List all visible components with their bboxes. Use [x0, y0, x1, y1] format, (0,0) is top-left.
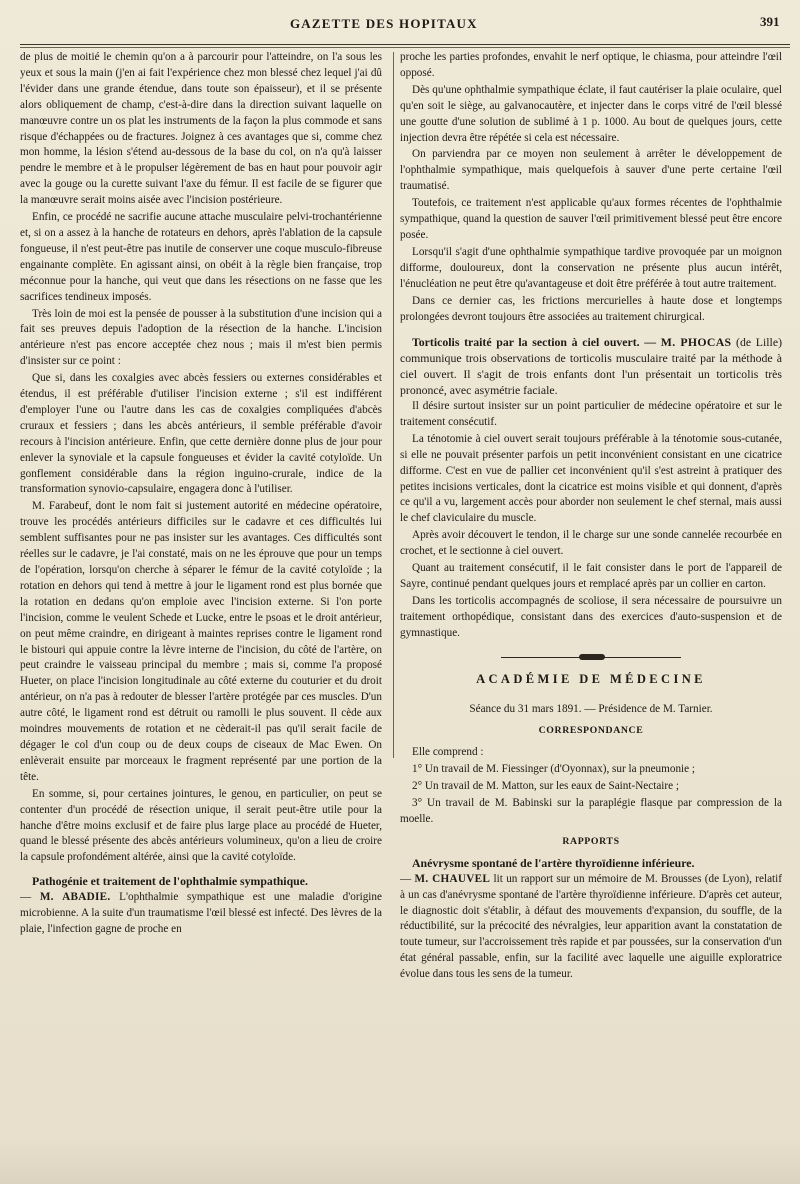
paragraph: En somme, si, pour certaines jointures, le genou, en particulier, on peut se contenter d'un procédé de résection unique, il serait peut-être utile pour la hanche d'être moins exclusif et de faire plus large place au procédé de Hueter, quand le blessé présente des abcès antérieurs volumineux, qu'on a lieu de croire la capsule profondément altérée, ainsi que la cavité cotyloïde. [20, 787, 382, 864]
paragraph: Elle comprend : [412, 746, 484, 759]
paragraph: Quant au traitement consécutif, il le fait consister dans le port de l'appareil de Sayre, continué pendant quelques jours et remplacé après par un collier en carton. [400, 562, 782, 590]
page-number: 391 [760, 14, 780, 29]
paragraph: de plus de moitié le chemin qu'on a à parcourir pour l'atteindre, on l'a sous les yeux et sous la main (j'en ai fait l'expérience chez mon blessé chez lequel j'ai dû l'évider dans une grande étendue, dans toute son épaisseur), et il se présente alors obliquement de champ, c'est-à-dire dans la direction suivant laquelle on manœuvre contre un os plat les instruments de la façon la plus commode et sans risque d'échappées ou de fractures. Joignez à ces avantages que si, comme chez mon homme, la lésion s'étend au-dessous de la base du col, on n'a qu'à laisser pendre le membre et à le propulser légèrement de bas en haut pour pouvoir agir avec la gouge ou la curette suivant l'axe du fémur. Il est facile de se figurer que la manœuvre serait moins aisée avec l'incision postérieure. [20, 51, 382, 207]
paragraph: proche les parties profondes, envahit le nerf optique, le chiasma, pour atteindre l'œil opposé. [400, 51, 782, 79]
section-text: lit un rapport sur un mémoire de M. Brousses (de Lyon), relatif à un cas d'anévrysme spontané de l'artère thyroïdienne inférieure. D'après cet auteur, le diagnostic doit s'établir, à défaut des mouvements d'expansion, du souffle, de la réductibilité, sur la précocité des névralgies, leur apparition avant la constatation de toute tumeur, sur l'accroissement très rapide et par poussées, sur la conservation d'un état général passable, enfin, sur la facilité avec laquelle une aiguille exploratrice évolue dans tous les sens de la tumeur. [400, 872, 782, 981]
paragraph: Lorsqu'il s'agit d'une ophthalmie sympathique tardive provoquée par un moignon difforme, douloureux, dont la conservation ne présente plus aucun intérêt, l'énucléation ne peut être qu'avantageuse et doit être préférée à tout autre traitement. [400, 245, 782, 290]
section-title: Torticolis traité par la section à ciel ouvert. [412, 335, 640, 350]
correspondance-heading: CORRESPONDANCE [538, 725, 644, 737]
paragraph: Après avoir découvert le tendon, il le charge sur une sonde cannelée recourbée en crochet, et le sectionne à ciel ouvert. [400, 529, 782, 558]
column-divider [393, 52, 394, 758]
journal-title: GAZETTE DES HOPITAUX [290, 16, 478, 31]
paragraph: On parviendra par ce moyen non seulement à arrêter le développement de l'ophthalmie sympathique, mais quelquefois à sauver d'une perte certaine l'œil traumatisé. [400, 148, 782, 193]
page-bottom-shading [0, 1140, 800, 1184]
list-item: 3° Un travail de M. Babinski sur la paraplégie flasque par compression de la moelle. [400, 797, 782, 825]
right-column [400, 50, 782, 983]
section-divider [501, 654, 681, 662]
paragraph: Dans les torticolis accompagnés de scoliose, il sera nécessaire de poursuivre un traitement orthopédique, consistant dans des exercices d'auto-suspension et de gymnastique. [400, 594, 782, 639]
paragraph: M. Farabeuf, dont le nom fait si justement autorité en médecine opératoire, trouve les procédés antérieurs difficiles sur le cadavre et ces difficultés lui semblent suffisantes pour ne pas insister sur les avantages. Ces difficultés sont réelles sur le cadavre, je l'ai constaté, mais on ne les éprouve que pour un temps de l'opération, lorsqu'on cherche à séparer le fémur de la cavité cotyloïde ; la rotation en dehors qui tend à mettre à jour le ligament rond est plus bornée que la rotation en dedans qu'on emploie avec l'incision externe. Si l'on porte l'incision, comme le veulent Schede et Lucke, entre le psoas et le droit antérieur, on peut même craindre, en dirigeant à maintes reprises contre le ligament rond le bistouri qui appuie contre la lèvre interne de l'incision, du côté de l'artère, on peut craindre le vaisseau principal du membre ; mais si, comme l'a proposé Hueter, on place l'incision longitudinale au côté externe du couturier et du droit antérieur, on n'a pas à redouter de blesser l'artère protégée par ces muscles. D'un autre côté, le ligament rond est détruit ou ramolli le plus souvent. Il cède aux moindres mouvements de rotation et ne cèderait-il pas qu'il serait facile de dégager le col d'un coup ou de deux coups de ciseaux de Mac Ewen. On enlèverait ensuite par morceaux le fragment représenté par une portion de la tête. [20, 500, 382, 783]
rapports-heading: RAPPORTS [562, 835, 620, 847]
paragraph: Dans ce dernier cas, les frictions mercurielles à haute dose et longtemps prolongées devront toujours être associées au traitement chirurgical. [400, 294, 782, 323]
section-text: (de Lille) communique trois observations de torticolis musculaire traité par la méthode à ciel ouvert. Il s'agit de trois enfants dont l'un présentait un torticolis très prononcé, avec asymétrie faciale. [400, 335, 782, 398]
paragraph: Enfin, ce procédé ne sacrifie aucune attache musculaire pelvi-trochantérienne et, si on a assez à la hanche de rotateurs en dehors, après l'ablation de la capsule fongueuse, il n'est peut-être pas inutile de conserver une coque musculo-fibreuse engainante complète. En agissant ainsi, on obéit à la règle bien française, trop méconnue pour la hanche, qui veut que dans les résections on ne fasse que les sacrifices tendineux imposés. [20, 211, 382, 303]
header-rule-secondary [20, 47, 790, 48]
section-text: L'ophthalmie sympathique est une maladie d'origine microbienne. A la suite d'un traumatisme l'œil blessé est infecté. Des lèvres de la plaie, l'infection gagne de proche en [20, 891, 382, 935]
header-rule [20, 44, 790, 45]
section-title: Pathogénie et traitement de l'ophthalmie sympathique. [32, 874, 308, 889]
list-item: 2° Un travail de M. Matton, sur les eaux de Saint-Nectaire ; [412, 780, 679, 793]
section-paragraph: — M. CHAUVEL lit un rapport sur un mémoire de M. Brousses (de Lyon), relatif à un cas d'anévrysme spontané de l'artère thyroïdienne inférieure. D'après cet auteur, le diagnostic doit s'établir, à défaut des mouvements d'expansion, du souffle, de la réductibilité, sur la précocité des névralgies, leur apparition avant la constatation de toute tumeur, sur l'accroissement très rapide et par poussées, sur la conservation d'un état général passable, enfin, sur la facilité avec laquelle une aiguille exploratrice évolue dans tous les sens de la tumeur. [400, 872, 782, 981]
list-item: 1° Un travail de M. Fiessinger (d'Oyonnax), sur la pneumonie ; [412, 763, 696, 776]
section-title: Anévrysme spontané de l'artère thyroïdienne inférieure. [412, 855, 695, 870]
paragraph: La ténotomie à ciel ouvert serait toujours préférable à la ténotomie sous-cutanée, si elle ne pouvait présenter parfois un petit inconvénient consistant en une cicatrice difforme. C'est en vue de pallier cet inconvénient qu'il s'est astreint à pratiquer des petites incisions verticales, dont la cicatrice est moins visible et qui donnent, d'après ce qu'il a vu, largement accès pour aborder non seulement le chef sternal, mais aussi le chef claviculaire du muscle. [400, 432, 782, 525]
academy-title: ACADÉMIE DE MÉDECINE [476, 671, 706, 686]
running-head [0, 10, 800, 34]
session-line: Séance du 31 mars 1891. — Présidence de M. Tarnier. [469, 702, 713, 715]
paragraph: Toutefois, ce traitement n'est applicable qu'aux formes récentes de l'ophthalmie sympathique, quand la question de sauver l'œil primitivement blessé peut être encore posée. [400, 197, 782, 241]
paragraph: Que si, dans les coxalgies avec abcès fessiers ou externes considérables et étendus, il est préférable d'utiliser l'incision externe ; s'il est indifférent d'employer l'une ou l'autre dans les cas de coxalgies compliquées d'abcès cruraux et fessiers ; dans les abcès antérieurs, il semble préférable d'avoir recours à l'incision antérieure. Enfin, que cette dernière donne plus de jour pour enlever la synoviale et la capsule fongueuses et évider la cavité cotyloïde. Un gonflement considérable dans la région inguino-crurale, indice de la transformation synovio-capsulaire, engagera donc à l'utiliser. [20, 372, 382, 496]
paragraph: Il désire surtout insister sur un point particulier de médecine opératoire et sur le traitement consécutif. [400, 400, 782, 428]
author-name: M. PHOCAS [660, 335, 732, 350]
section-paragraph: — M. ABADIE. L'ophthalmie sympathique est une maladie d'origine microbienne. A la suite d'un traumatisme l'œil blessé est infecté. Des lèvres de la plaie, l'infection gagne de proche en [20, 891, 382, 935]
section-title-inline: Torticolis traité par la section à ciel ouvert. — M. PHOCAS (de Lille) communique trois observations de torticolis musculaire traité par la méthode à ciel ouvert. Il s'agit de trois enfants dont l'un présentait un torticolis très prononcé, avec asymétrie faciale. [400, 335, 782, 398]
paragraph: Très loin de moi est la pensée de pousser à la substitution d'une incision qui a fait ses preuves depuis l'adoption de la résection de la hanche. L'incision antérieure n'est pas encore acceptée chez nous ; mais il m'est bien permis d'insister sur ce point : [20, 307, 382, 368]
left-column [20, 50, 382, 938]
author-name: M. CHAUVEL [414, 872, 491, 885]
author-name: M. ABADIE. [39, 891, 111, 904]
paragraph: Dès qu'une ophthalmie sympathique éclate, il faut cautériser la plaie oculaire, quel qu'en soit le siège, au galvanocautère, et injecter dans le corps vitré de l'œil blessé une goutte d'une solution de sublimé à 1 p. 1000. Au bout de quelques jours, cette injection devra être répétée si cela est nécessaire. [400, 83, 782, 144]
